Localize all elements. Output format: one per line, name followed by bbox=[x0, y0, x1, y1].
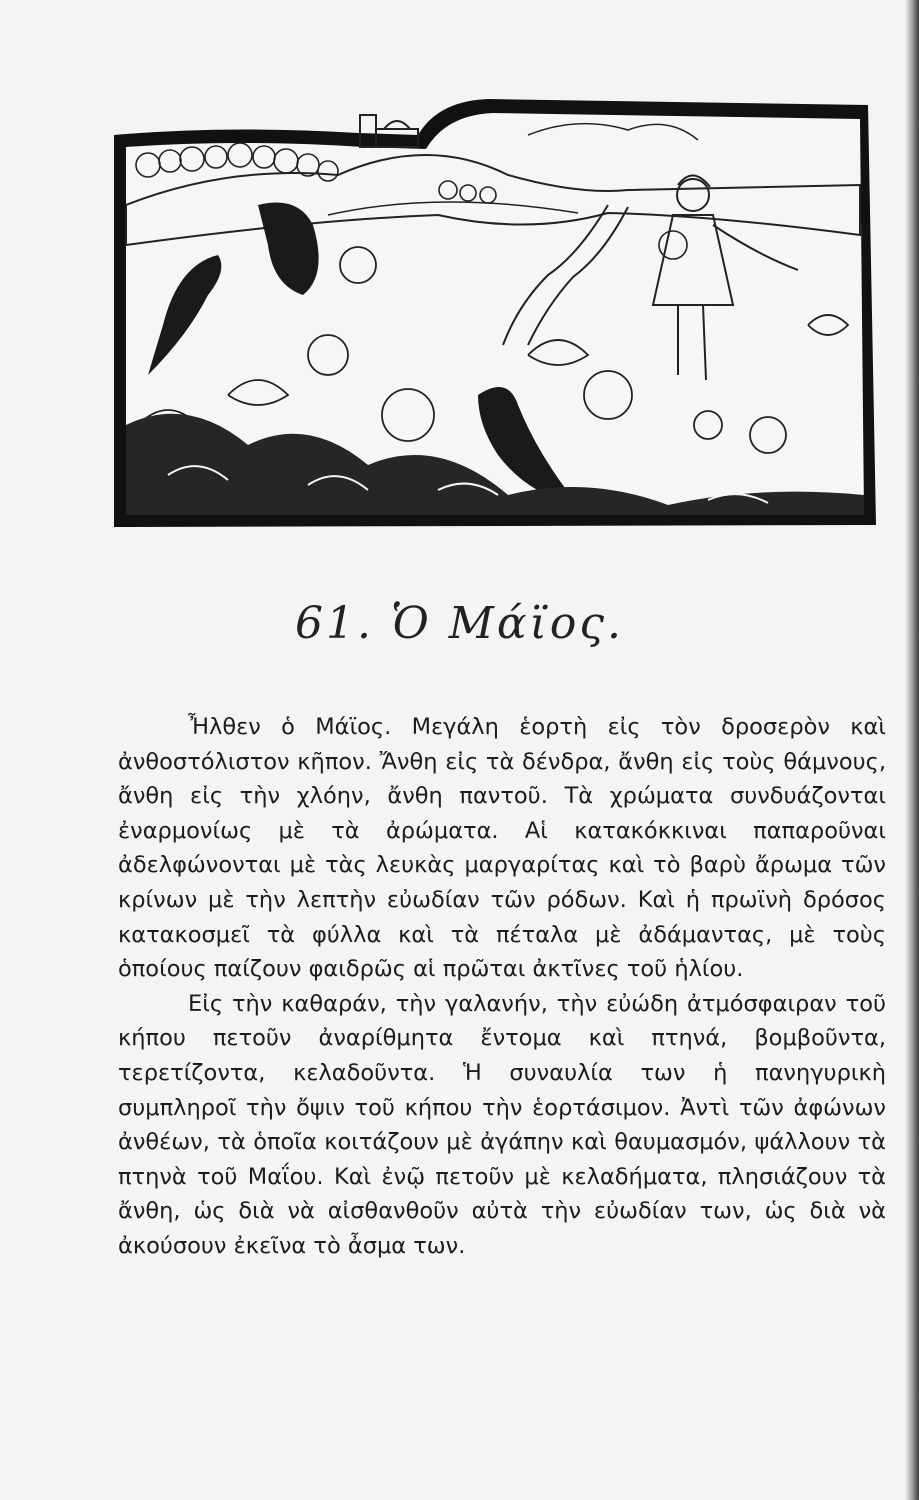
page-binding-edge bbox=[905, 0, 919, 1500]
paragraph-1: Ἦλθεν ὁ Μάϊος. Μεγάλη ἑορτὴ εἰς τὸν δροσερὸν καὶ ἀνθοστόλιστον κῆπον. Ἄνθη εἰς τὰ δένδρα, ἄνθη εἰς τοὺς θάμνους, ἄνθη εἰς τὴν χλόην, ἄνθη παντοῦ. Τὰ χρώματα συνδυάζονται ἐναρμονίως μὲ τὰ ἀρώματα. Αἱ κατακόκκιναι παπαροῦναι ἀδελφώνονται μὲ τὰς λευκὰς μαργαρίτας καὶ τὸ βαρὺ ἄρωμα τῶν κρίνων μὲ τὴν λεπτὴν εὐωδίαν τῶν ρόδων. Καὶ ἡ πρωϊνὴ δρόσος κατακοσμεῖ τὰ φύλλα καὶ τὰ πέταλα μὲ ἀδάμαντας, μὲ τοὺς ὁποίους παίζουν φαιδρῶς αἱ πρῶται ἀκτῖνες τοῦ ἡλίου. bbox=[118, 714, 886, 983]
chapter-body bbox=[118, 710, 886, 1264]
chapter-title: 61. Ὁ Μάϊος. bbox=[295, 598, 624, 649]
chapter-illustration bbox=[108, 95, 880, 533]
paragraph-2: Εἰς τὴν καθαράν, τὴν γαλανήν, τὴν εὐώδη ἀτμόσφαιραν τοῦ κήπου πετοῦν ἀναρίθμητα ἔντομα καὶ πτηνά, βομβοῦντα, τερετίζοντα, κελαδοῦντα. Ἡ συναυλία των ἡ πανηγυρικὴ συμπληροῖ τὴν ὄψιν τοῦ κήπου τὴν ἑορτάσιμον. Ἀντὶ τῶν ἀφώνων ἀνθέων, τὰ ὁποῖα κοιτάζουν μὲ ἀγάπην καὶ θαυμασμόν, ψάλλουν τὰ πτηνὰ τοῦ Μαΐου. Καὶ ἐνῷ πετοῦν μὲ κελαδήματα, πλησιάζουν τὰ ἄνθη, ὡς διὰ νὰ αἰσθανθοῦν αὐτὰ τὴν εὐωδίαν των, ὡς διὰ νὰ ἀκούσουν ἐκεῖνα τὸ ἆσμα των. bbox=[118, 990, 886, 1259]
